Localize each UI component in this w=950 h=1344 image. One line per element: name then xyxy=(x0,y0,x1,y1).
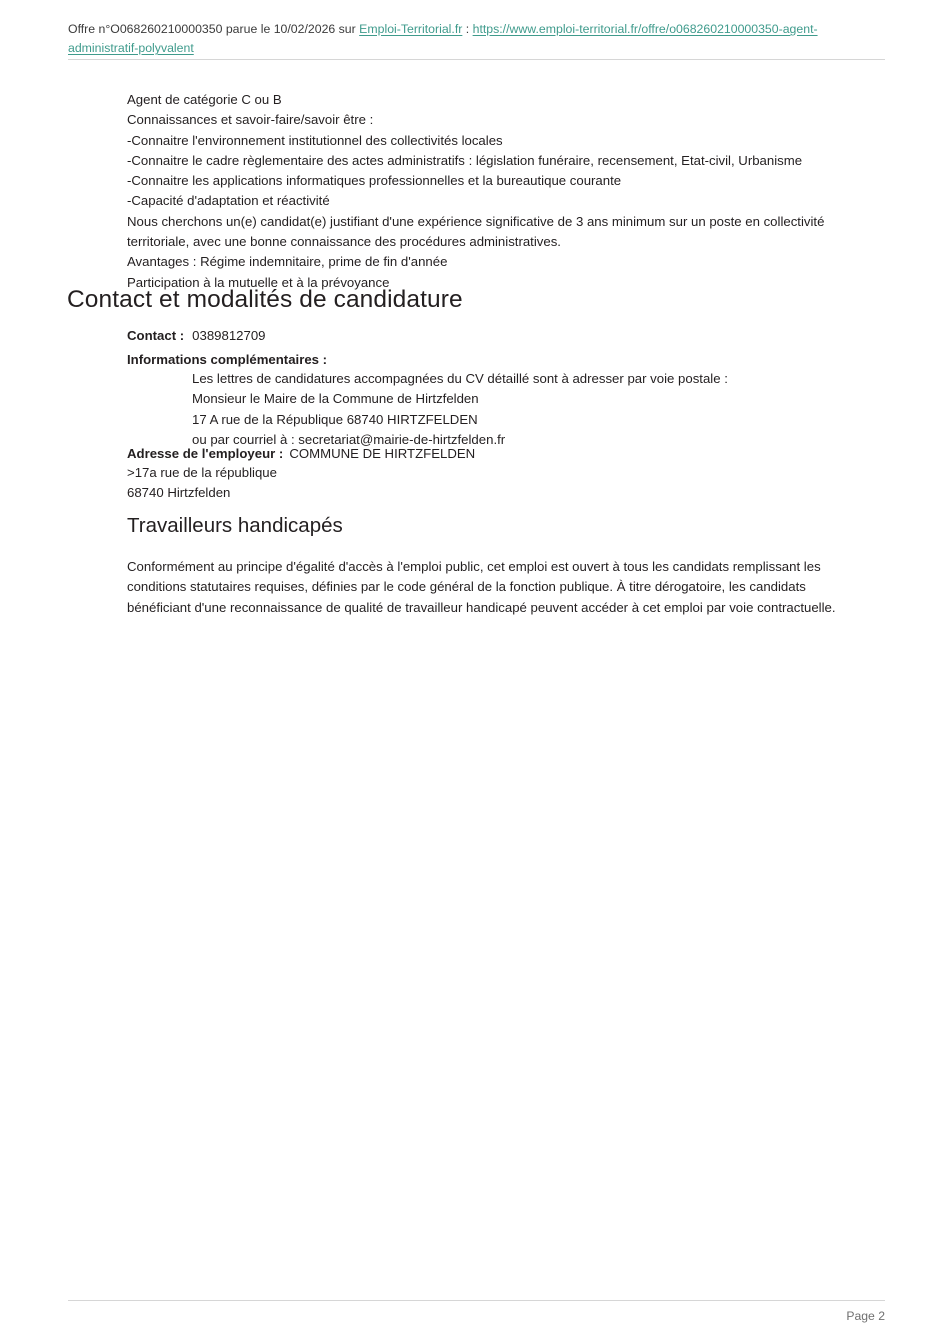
requirement-item-2: -Connaitre le cadre règlementaire des actes administratifs : législation funéraire, recensement, Etat-civil, Urbanisme xyxy=(127,152,803,168)
footer-page-number: Page 2 xyxy=(846,1309,885,1323)
employer-street: >17a rue de la république xyxy=(127,465,277,480)
mutuelle-line: Participation à la mutuelle et à la prévoyance xyxy=(127,274,390,290)
offer-reference-separator: : xyxy=(462,22,473,36)
emploi-territorial-link[interactable]: Emploi-Territorial.fr xyxy=(359,22,463,36)
employer-address-lines xyxy=(127,463,827,504)
section-title-handicap: Travailleurs handicapés xyxy=(127,514,343,537)
recipient-address: 17 A rue de la République 68740 HIRTZFELDEN xyxy=(192,411,478,427)
requirement-item-4: -Capacité d'adaptation et réactivité xyxy=(127,193,330,209)
footer-divider xyxy=(68,1300,885,1301)
profile-requirements-block xyxy=(127,90,872,293)
section-title-contact: Contact et modalités de candidature xyxy=(67,286,463,313)
experience-requirement: Nous cherchons un(e) candidat(e) justifiant d'une expérience significative de 3 ans minimum sur un poste en collectivité territoriale, avec une bonne connaissance des procédures administratives. xyxy=(127,213,825,250)
requirement-knowledge-heading: Connaissances et savoir-faire/savoir être : xyxy=(127,112,374,128)
handicap-paragraph: Conformément au principe d'égalité d'accès à l'emploi public, cet emploi est ouvert à tous les candidats remplissant les conditions statutaires requises, définies par le code général de la fonction publique. À titre dérogatoire, les candidats bénéficiant d'une reconnaissance de qualité de travailleur handicapé peuvent accéder à cet emploi par voie contractuelle. xyxy=(127,559,836,615)
offer-reference-line xyxy=(68,20,886,58)
document-header xyxy=(68,20,886,58)
employer-city: 68740 Hirtzfelden xyxy=(127,485,231,501)
employer-address-label: Adresse de l'employeur : xyxy=(127,446,284,461)
offer-url-link[interactable]: https://www.emploi-territorial.fr/offre/o068260210000350-agent-administratif-polyvalent xyxy=(68,22,818,55)
handicap-paragraph-block xyxy=(127,557,872,618)
additional-info-label-row xyxy=(127,350,872,370)
application-instruction: Les lettres de candidatures accompagnées du CV détaillé sont à adresser par voie postale : xyxy=(192,371,728,386)
header-divider xyxy=(68,59,885,60)
contact-value: 0389812709 xyxy=(192,328,266,343)
recipient-name: Monsieur le Maire de la Commune de Hirtzfelden xyxy=(192,391,479,407)
employer-address-row xyxy=(127,444,872,464)
requirement-item-3: -Connaitre les applications informatiques professionnelles et la bureautique courante xyxy=(127,173,622,189)
contact-field-row xyxy=(127,326,872,346)
requirement-category: Agent de catégorie C ou B xyxy=(127,92,282,107)
recipient-email-line: ou par courriel à : secretariat@mairie-de-hirtzfelden.fr xyxy=(192,431,506,447)
additional-info-label: Informations complémentaires : xyxy=(127,352,328,367)
requirement-item-1: -Connaitre l'environnement institutionnel des collectivités locales xyxy=(127,132,503,148)
additional-info-detail-block xyxy=(192,369,882,450)
employer-address-value: COMMUNE DE HIRTZFELDEN xyxy=(289,446,476,461)
benefits-line: Avantages : Régime indemnitaire, prime de fin d'année xyxy=(127,254,448,270)
contact-label: Contact : xyxy=(127,328,185,343)
offer-reference-prefix: Offre n°O068260210000350 parue le 10/02/2026 sur xyxy=(68,22,360,36)
